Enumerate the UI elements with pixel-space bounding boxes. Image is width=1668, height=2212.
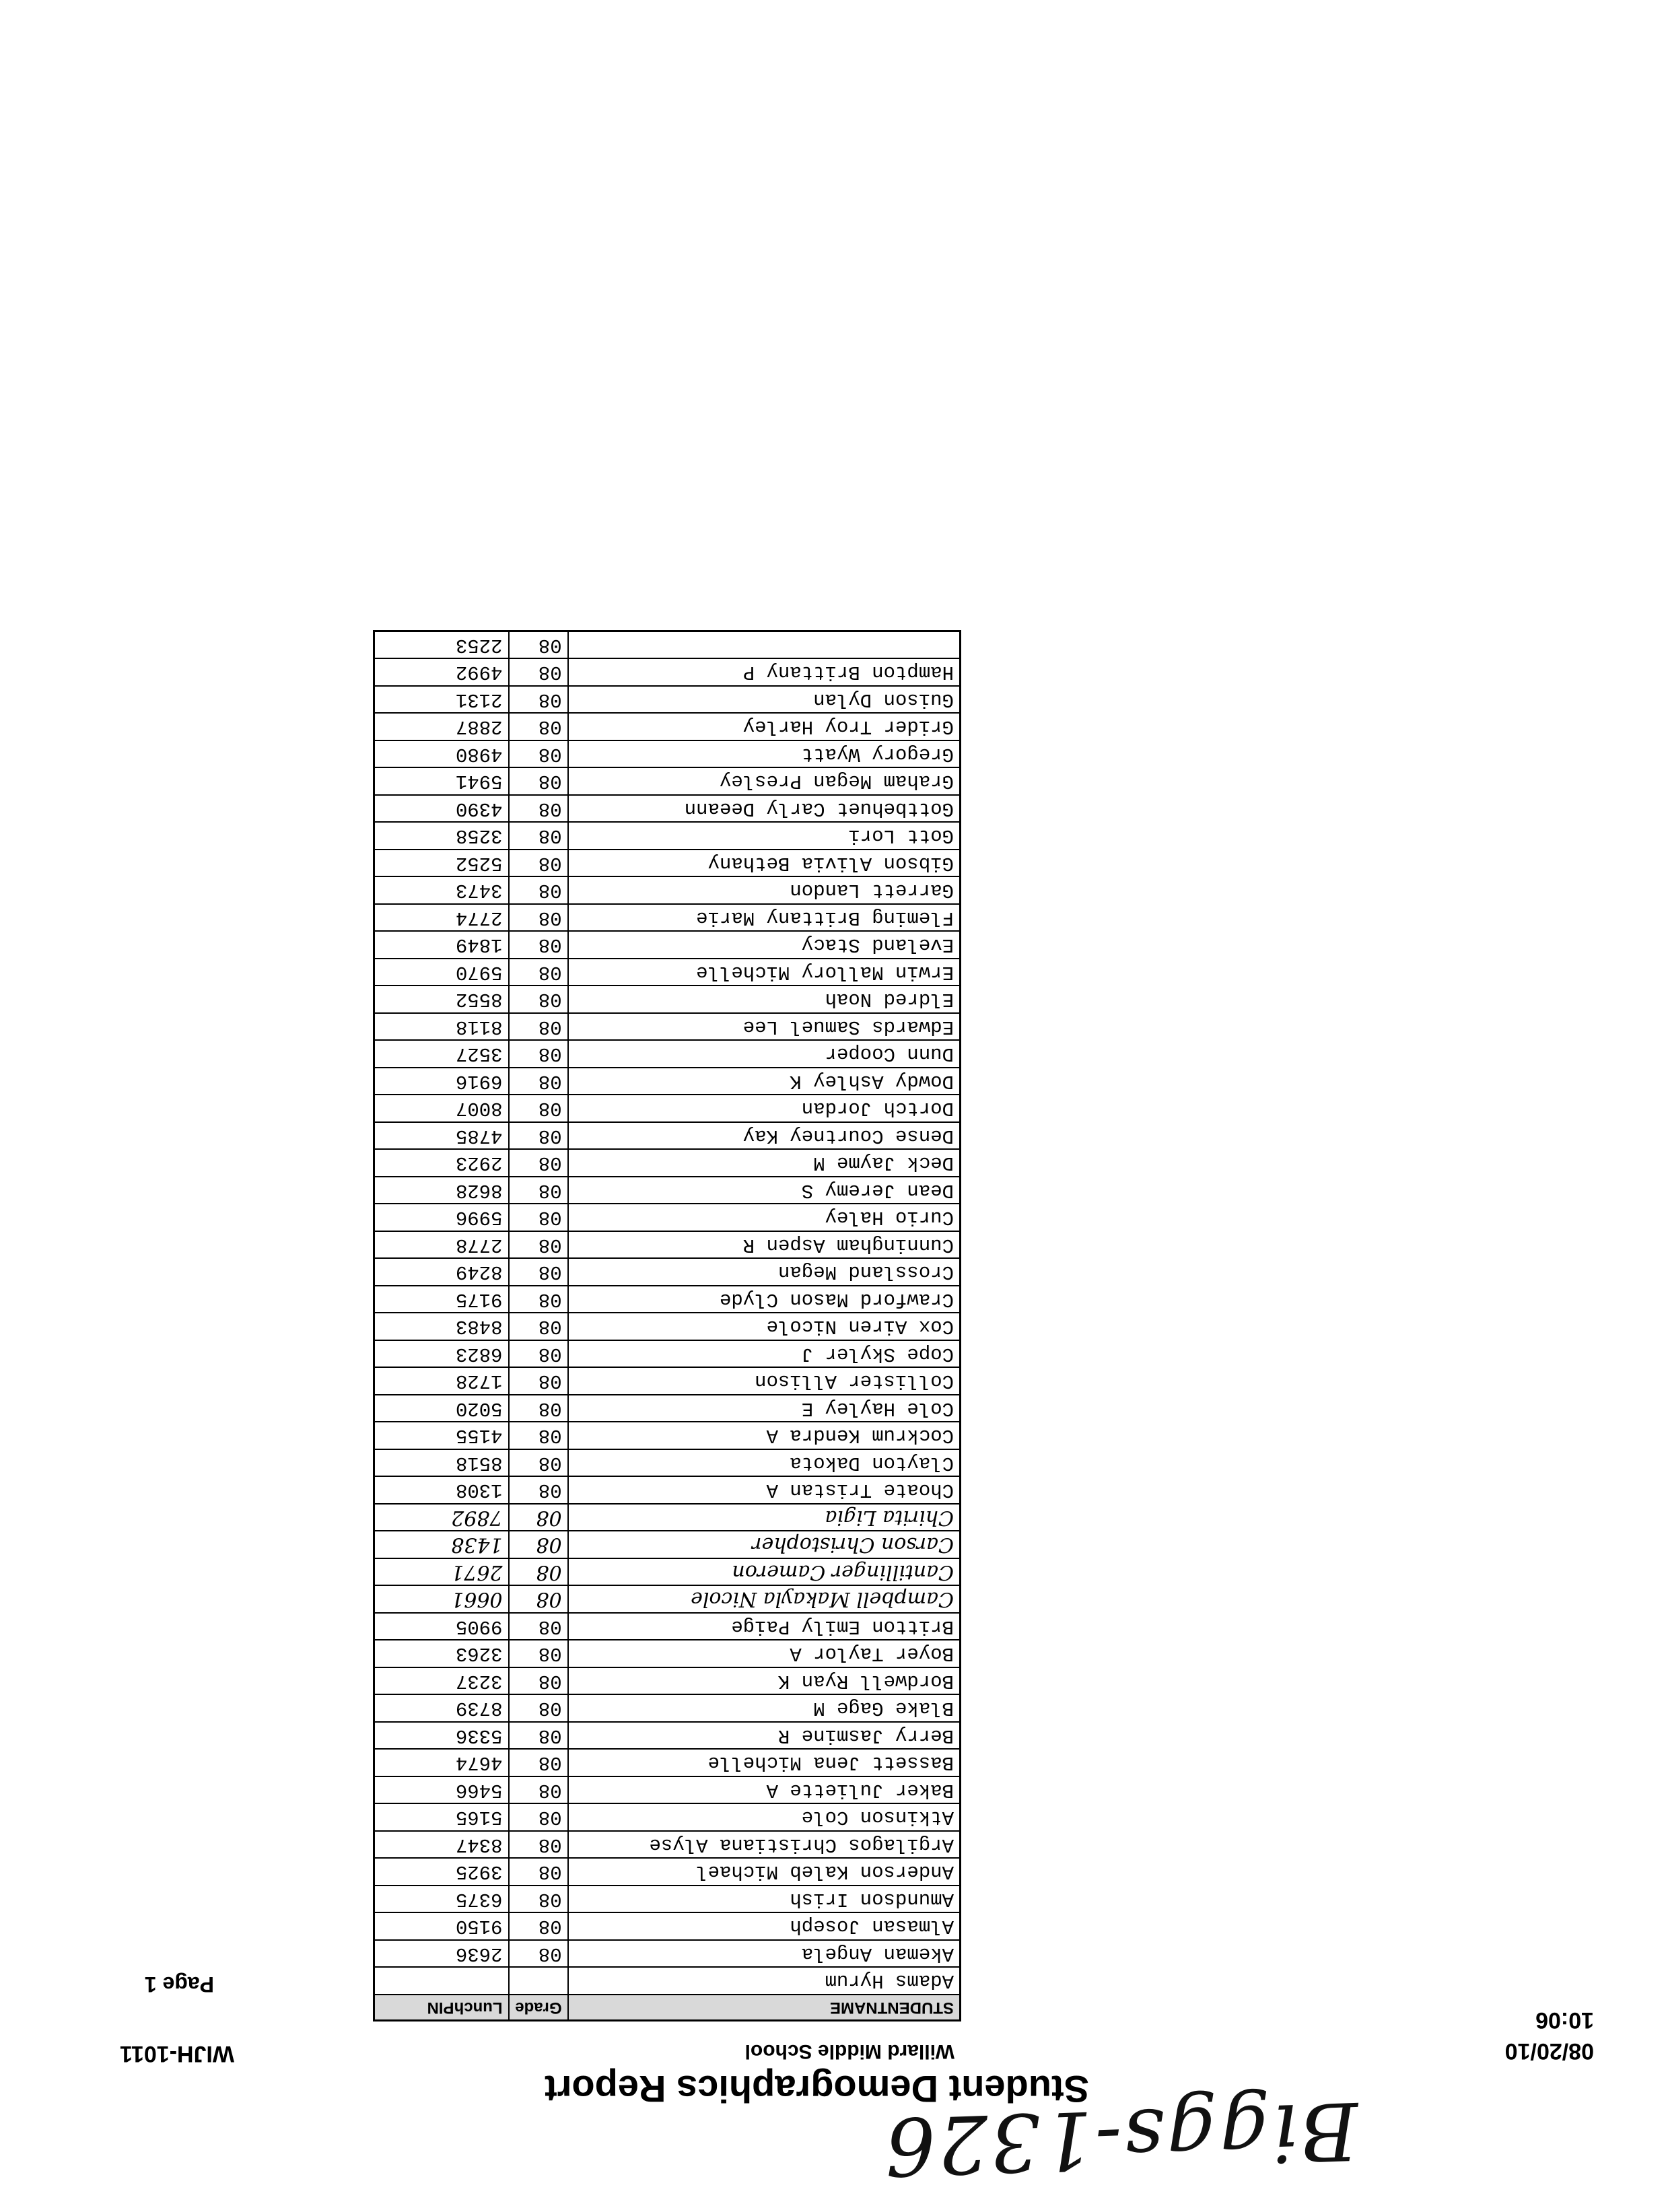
table-row — [374, 1313, 961, 1341]
cell-grade: 08 — [509, 1613, 568, 1640]
table-row — [374, 1122, 961, 1150]
cell-grade: 08 — [509, 1558, 568, 1586]
table-row — [374, 1776, 961, 1804]
cell-lunch-pin: 6823 — [374, 1340, 509, 1368]
cell-grade: 08 — [509, 1204, 568, 1232]
table-row — [374, 1940, 961, 1968]
cell-lunch-pin: 3237 — [374, 1667, 509, 1695]
cell-lunch-pin: 4785 — [374, 1122, 509, 1150]
table-row — [374, 877, 961, 905]
table-row — [374, 686, 961, 714]
column-header-lunchpin: LunchPIN — [374, 1995, 509, 2021]
table-row — [374, 1968, 961, 1995]
cell-student-name: Gregory Wyatt — [568, 740, 961, 768]
cell-lunch-pin: 0661 — [374, 1586, 509, 1614]
cell-student-name: Graham Megan Presley — [568, 768, 961, 796]
cell-lunch-pin: 9150 — [374, 1913, 509, 1941]
cell-student-name: Deck Jayme M — [568, 1150, 961, 1177]
table-row — [374, 1504, 961, 1531]
cell-grade: 08 — [509, 1340, 568, 1368]
cell-student-name: Gibson Alivia Bethany — [568, 850, 961, 877]
cell-student-name: Choate Tristan A — [568, 1477, 961, 1505]
cell-lunch-pin: 5466 — [374, 1776, 509, 1804]
cell-student-name: Garrett Landon — [568, 877, 961, 905]
table-row — [374, 850, 961, 877]
cell-lunch-pin: 2636 — [374, 1940, 509, 1968]
cell-student-name: Crawford Mason Clyde — [568, 1286, 961, 1313]
table-row — [374, 1750, 961, 1777]
cell-student-name: Cantillinger Cameron — [568, 1558, 961, 1586]
table-row — [374, 1886, 961, 1913]
cell-lunch-pin: 2774 — [374, 904, 509, 932]
cell-grade: 08 — [509, 1667, 568, 1695]
cell-lunch-pin: 3473 — [374, 877, 509, 905]
table-row — [374, 1831, 961, 1859]
table-row — [374, 1150, 961, 1177]
cell-student-name: Edwards Samuel Lee — [568, 1013, 961, 1041]
cell-student-name: Dean Jeremy S — [568, 1177, 961, 1204]
cell-grade: 08 — [509, 1722, 568, 1750]
cell-lunch-pin: 8483 — [374, 1313, 509, 1341]
cell-lunch-pin: 4390 — [374, 795, 509, 823]
cell-lunch-pin: 5336 — [374, 1722, 509, 1750]
cell-student-name: Boyer Taylor A — [568, 1640, 961, 1668]
cell-grade: 08 — [509, 1231, 568, 1259]
table-body — [374, 631, 961, 1995]
table-row — [374, 1041, 961, 1068]
report-title: Student Demographics Report — [545, 2068, 1089, 2110]
cell-lunch-pin: 6375 — [374, 1886, 509, 1913]
table-row — [374, 1204, 961, 1232]
cell-lunch-pin: 9175 — [374, 1286, 509, 1313]
cell-lunch-pin: 4980 — [374, 740, 509, 768]
table-row — [374, 714, 961, 741]
cell-grade: 08 — [509, 1695, 568, 1723]
table-row — [374, 932, 961, 959]
school-name: Willard Middle School — [744, 2040, 954, 2063]
table-row — [374, 959, 961, 986]
table-row — [374, 1913, 961, 1941]
table-row — [374, 1095, 961, 1123]
cell-grade: 08 — [509, 1586, 568, 1614]
table-header-row — [374, 1995, 961, 2021]
table-row — [374, 1667, 961, 1695]
table-row — [374, 659, 961, 687]
table-row — [374, 1586, 961, 1614]
cell-student-name: Dortch Jordan — [568, 1095, 961, 1123]
cell-grade: 08 — [509, 1122, 568, 1150]
cell-grade: 08 — [509, 1940, 568, 1968]
cell-student-name: Eveland Stacy — [568, 932, 961, 959]
cell-grade: 08 — [509, 740, 568, 768]
cell-student-name: Amundson Irish — [568, 1886, 961, 1913]
cell-student-name — [568, 631, 961, 659]
cell-lunch-pin: 3527 — [374, 1041, 509, 1068]
cell-lunch-pin: 5941 — [374, 768, 509, 796]
cell-grade: 08 — [509, 1831, 568, 1859]
table-row — [374, 986, 961, 1014]
cell-lunch-pin: 3263 — [374, 1640, 509, 1668]
cell-student-name: Collister Allison — [568, 1368, 961, 1395]
cell-grade: 08 — [509, 1013, 568, 1041]
table-row — [374, 1477, 961, 1505]
cell-grade: 08 — [509, 659, 568, 687]
cell-lunch-pin: 5970 — [374, 959, 509, 986]
table-row — [374, 1531, 961, 1559]
cell-student-name: Blake Gage M — [568, 1695, 961, 1723]
cell-grade: 08 — [509, 768, 568, 796]
cell-student-name: Campbell Makayla Nicole — [568, 1586, 961, 1614]
cell-student-name: Anderson Kaleb Michael — [568, 1859, 961, 1886]
cell-student-name: Clayton Dakota — [568, 1449, 961, 1477]
table-row — [374, 795, 961, 823]
cell-grade: 08 — [509, 1859, 568, 1886]
table-row — [374, 1340, 961, 1368]
cell-lunch-pin: 2671 — [374, 1558, 509, 1586]
cell-student-name: Dunn Cooper — [568, 1041, 961, 1068]
cell-grade: 08 — [509, 1068, 568, 1095]
table-row — [374, 1613, 961, 1640]
cell-student-name: Akeman Angela — [568, 1940, 961, 1968]
cell-lunch-pin: 4155 — [374, 1422, 509, 1450]
cell-lunch-pin: 8739 — [374, 1695, 509, 1723]
column-header-studentname: STUDENTNAME — [568, 1995, 961, 2021]
table-row — [374, 1068, 961, 1095]
cell-grade: 08 — [509, 686, 568, 714]
cell-grade: 08 — [509, 986, 568, 1014]
cell-student-name: Guison Dylan — [568, 686, 961, 714]
cell-lunch-pin: 5165 — [374, 1804, 509, 1832]
cell-lunch-pin: 7892 — [374, 1504, 509, 1531]
cell-student-name: Cox Airen Nicole — [568, 1313, 961, 1341]
table-row — [374, 631, 961, 659]
cell-lunch-pin: 8518 — [374, 1449, 509, 1477]
cell-lunch-pin: 8347 — [374, 1831, 509, 1859]
cell-grade — [509, 1968, 568, 1995]
cell-student-name: Grider Troy Harley — [568, 714, 961, 741]
cell-grade: 08 — [509, 1477, 568, 1505]
cell-grade: 08 — [509, 850, 568, 877]
cell-student-name: Atkinson Cole — [568, 1804, 961, 1832]
column-header-grade: Grade — [509, 1995, 568, 2021]
table-row — [374, 1259, 961, 1286]
cell-lunch-pin: 8249 — [374, 1259, 509, 1286]
cell-grade: 08 — [509, 1804, 568, 1832]
cell-lunch-pin: 8118 — [374, 1013, 509, 1041]
cell-grade: 08 — [509, 1259, 568, 1286]
table-row — [374, 1558, 961, 1586]
cell-lunch-pin: 1849 — [374, 932, 509, 959]
table-row — [374, 1286, 961, 1313]
cell-lunch-pin — [374, 1968, 509, 1995]
cell-grade: 08 — [509, 631, 568, 659]
cell-student-name: Chirita Ligia — [568, 1504, 961, 1531]
cell-lunch-pin: 6916 — [374, 1068, 509, 1095]
table-row — [374, 1422, 961, 1450]
table-row — [374, 1177, 961, 1204]
cell-student-name: Britton Emily Paige — [568, 1613, 961, 1640]
cell-lunch-pin: 2253 — [374, 631, 509, 659]
table-row — [374, 1449, 961, 1477]
cell-lunch-pin: 2923 — [374, 1150, 509, 1177]
cell-grade: 08 — [509, 1095, 568, 1123]
page-number: Page 1 — [144, 1972, 214, 1997]
table-row — [374, 1695, 961, 1723]
table-row — [374, 1640, 961, 1668]
cell-lunch-pin: 1308 — [374, 1477, 509, 1505]
cell-lunch-pin: 4992 — [374, 659, 509, 687]
cell-student-name: Curio Haley — [568, 1204, 961, 1232]
cell-grade: 08 — [509, 1177, 568, 1204]
cell-lunch-pin: 3258 — [374, 823, 509, 850]
cell-student-name: Almasan Joseph — [568, 1913, 961, 1941]
table-row — [374, 1368, 961, 1395]
cell-student-name: Gott Lori — [568, 823, 961, 850]
cell-student-name: Cunningham Aspen R — [568, 1231, 961, 1259]
cell-grade: 08 — [509, 1776, 568, 1804]
handwritten-note: Biggs-1326 — [881, 2083, 1360, 2194]
cell-student-name: Fleming Brittany Marie — [568, 904, 961, 932]
student-table — [373, 630, 961, 2021]
cell-lunch-pin: 9905 — [374, 1613, 509, 1640]
cell-grade: 08 — [509, 877, 568, 905]
cell-lunch-pin: 3925 — [374, 1859, 509, 1886]
cell-student-name: Bassett Jena Michelle — [568, 1750, 961, 1777]
cell-lunch-pin: 5996 — [374, 1204, 509, 1232]
cell-student-name: Hampton Brittany P — [568, 659, 961, 687]
table-row — [374, 904, 961, 932]
table-row — [374, 1722, 961, 1750]
cell-student-name: Erwin Mallory Michelle — [568, 959, 961, 986]
cell-grade: 08 — [509, 1368, 568, 1395]
cell-grade: 08 — [509, 932, 568, 959]
table-row — [374, 1231, 961, 1259]
cell-student-name: Dowdy Ashley K — [568, 1068, 961, 1095]
cell-grade: 08 — [509, 1422, 568, 1450]
cell-student-name: Cope Skyler J — [568, 1340, 961, 1368]
cell-grade: 08 — [509, 1640, 568, 1668]
cell-lunch-pin: 4674 — [374, 1750, 509, 1777]
cell-student-name: Baker Juliette A — [568, 1776, 961, 1804]
cell-student-name: Gottbehuet Carly Deeann — [568, 795, 961, 823]
cell-lunch-pin: 5252 — [374, 850, 509, 877]
cell-lunch-pin: 2131 — [374, 686, 509, 714]
cell-lunch-pin: 2887 — [374, 714, 509, 741]
table-row — [374, 1804, 961, 1832]
cell-grade: 08 — [509, 1531, 568, 1559]
table-row — [374, 1859, 961, 1886]
cell-grade: 08 — [509, 1913, 568, 1941]
cell-student-name: Crossland Megan — [568, 1259, 961, 1286]
cell-student-name: Adams Hyrum — [568, 1968, 961, 1995]
cell-lunch-pin: 8007 — [374, 1095, 509, 1123]
cell-grade: 08 — [509, 714, 568, 741]
cell-student-name: Bordwell Ryan K — [568, 1667, 961, 1695]
cell-grade: 08 — [509, 959, 568, 986]
cell-lunch-pin: 8552 — [374, 986, 509, 1014]
cell-grade: 08 — [509, 1449, 568, 1477]
table-row — [374, 1013, 961, 1041]
table-row — [374, 768, 961, 796]
report-time: 10:06 — [1535, 2007, 1594, 2033]
cell-grade: 08 — [509, 1286, 568, 1313]
cell-grade: 08 — [509, 904, 568, 932]
cell-grade: 08 — [509, 795, 568, 823]
cell-student-name: Carson Christopher — [568, 1531, 961, 1559]
cell-grade: 08 — [509, 1886, 568, 1913]
cell-student-name: Cockrum Kendra A — [568, 1422, 961, 1450]
cell-student-name: Eldred Noah — [568, 986, 961, 1014]
cell-grade: 08 — [509, 1041, 568, 1068]
cell-student-name: Berry Jasmine R — [568, 1722, 961, 1750]
report-code: WIJH-1011 — [119, 2041, 234, 2067]
cell-student-name: Argilagos Christiana Alyse — [568, 1831, 961, 1859]
cell-lunch-pin: 2778 — [374, 1231, 509, 1259]
report-date: 08/20/10 — [1504, 2038, 1594, 2064]
cell-lunch-pin: 1438 — [374, 1531, 509, 1559]
cell-lunch-pin: 8628 — [374, 1177, 509, 1204]
cell-grade: 08 — [509, 1750, 568, 1777]
cell-student-name: Cole Hayley E — [568, 1395, 961, 1422]
cell-grade: 08 — [509, 1313, 568, 1341]
cell-grade: 08 — [509, 1395, 568, 1422]
cell-lunch-pin: 5020 — [374, 1395, 509, 1422]
table-row — [374, 740, 961, 768]
table-row — [374, 823, 961, 850]
cell-student-name: Dense Courtney Kay — [568, 1122, 961, 1150]
cell-lunch-pin: 1728 — [374, 1368, 509, 1395]
cell-grade: 08 — [509, 823, 568, 850]
cell-grade: 08 — [509, 1150, 568, 1177]
cell-grade: 08 — [509, 1504, 568, 1531]
table-row — [374, 1395, 961, 1422]
